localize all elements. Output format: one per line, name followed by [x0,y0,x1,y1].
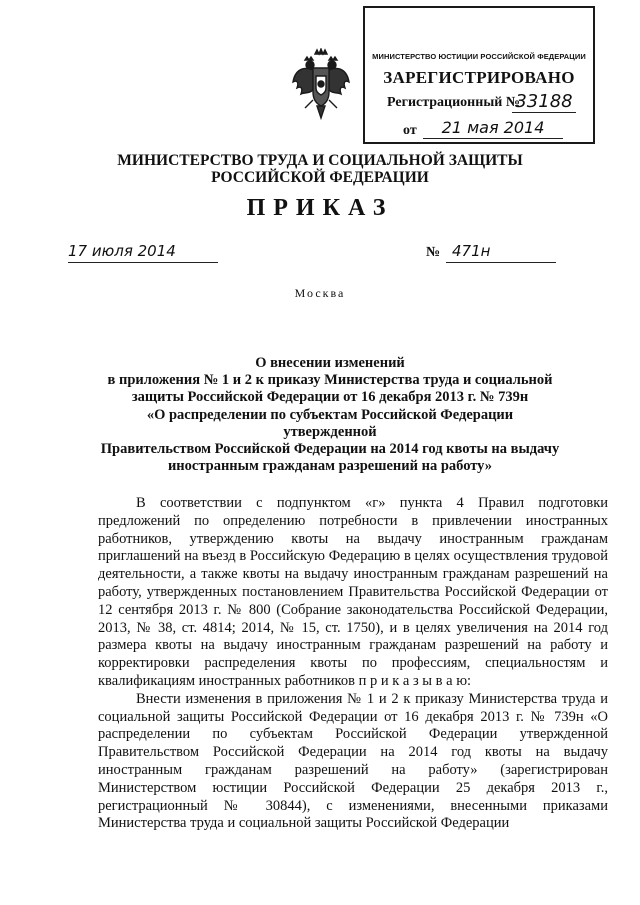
subject-line: иностранным гражданам разрешений на работу» [167,458,493,475]
stamp-ministry: МИНИСТЕРСТВО ЮСТИЦИИ РОССИЙСКОЙ ФЕДЕРАЦИИ [372,52,586,61]
number-sign: № [426,245,441,260]
order-number-handwritten: 471н [446,240,556,263]
ministry-title-line2: РОССИЙСКОЙ ФЕДЕРАЦИИ [211,169,429,186]
ministry-title-line1: МИНИСТЕРСТВО ТРУДА И СОЦИАЛЬНОЙ ЗАЩИТЫ [117,152,523,169]
order-word: п р и к а з ы в а ю: [358,672,472,689]
stamp-registered: ЗАРЕГИСТРИРОВАНО [383,68,575,87]
order-body [98,495,608,833]
body-paragraph-2: Внести изменения в приложения № 1 и 2 к приказу Министерства труда и социальной защиты Российской Федерации от 16 декабря 2013 г. № 739н «О распределении по субъектам Российской Федерации утвержденной Правительством Российской Федерации на 2014 год квоты на выдачу иностранным гражданам разрешений на работу» (зарегистрирован Министерством юстиции Российской Федерации 25 декабря 2013 г., регистрационный № 30844), с изменениями, внесенными приказами Министерства труда и социальной защиты Российской Федерации [98,690,608,832]
stamp-reg-date: 21 мая 2014 [423,118,563,139]
subject-line: О внесении изменений [255,355,405,371]
order-date-handwritten: 17 июля 2014 [68,240,218,263]
coat-of-arms-icon [291,48,351,120]
stamp-reg-number: 33188 [512,92,576,113]
subject-line: «О распределении по субъектам Российской Федерации утвержденной [146,406,514,440]
order-title: ПРИКАЗ [246,195,394,221]
registration-stamp [363,6,595,144]
ministry-title [0,152,640,186]
stamp-date-prefix: от [403,123,417,138]
paragraph-1-text: В соответствии с подпунктом «г» пункта 4 Правил подготовки предложений по определению потребности в привлечении иностранных работников, утверждению квоты на выдачу иностранным гражданам приглашений на въезд в Российскую Федерацию в целях осуществления трудовой деятельности, а также квоты на выдачу иностранным гражданам разрешений на работу, утвержденных постановлением Правительства Российской Федерации от 12 сентября 2013 г. № 800 (Собрание законодательства Российской Федерации, 2013, № 38, ст. 4814; 2014, № 15, ст. 1750), и в целях увеличения на 2014 год размера квоты на выдачу иностранным гражданам разрешений на работу и корректировки распределения квоты по профессиям, специальностям и квалификациям иностранных работников [98,495,608,689]
subject-line: защиты Российской Федерации от 16 декабря 2013 г. № 739н [131,389,529,406]
stamp-reg-label: Регистрационный № [387,95,520,110]
subject-line: Правительством Российской Федерации на 2014 год квоты на выдачу [100,441,560,458]
subject-line: в приложения № 1 и 2 к приказу Министерства труда и социальной [107,372,553,389]
city: Москва [294,286,346,300]
body-paragraph-1 [98,495,608,691]
order-subject [100,355,560,475]
